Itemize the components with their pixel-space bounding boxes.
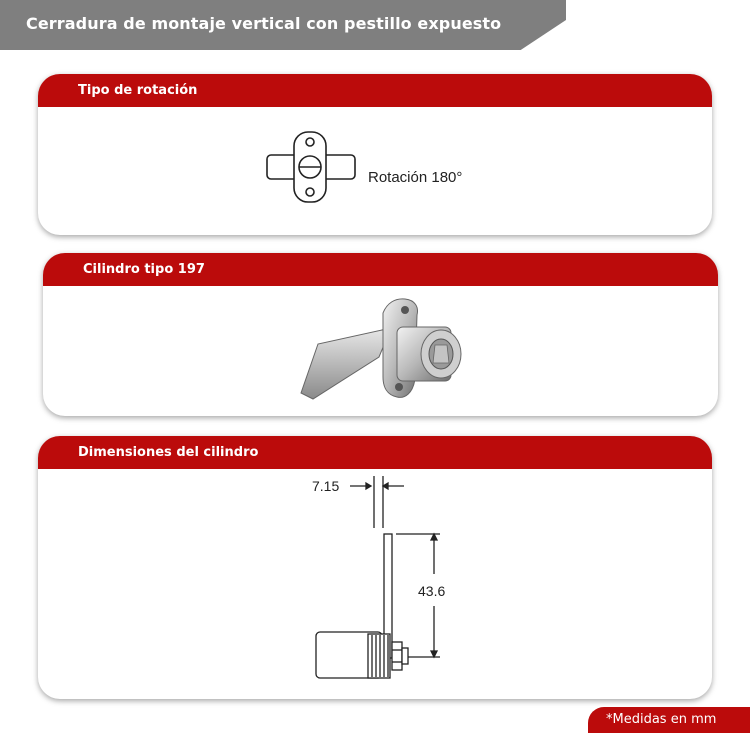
dimension-width-label: 7.15	[312, 478, 340, 494]
rotation-type-heading: Tipo de rotación	[78, 83, 198, 98]
cylinder-dimensions-heading: Dimensiones del cilindro	[78, 445, 259, 460]
units-footnote-badge	[588, 707, 750, 733]
dimensions-diagram	[38, 436, 712, 699]
units-footnote: *Medidas en mm	[606, 712, 717, 727]
cylinder-type-card	[43, 253, 718, 416]
rotation-diagram	[38, 74, 712, 235]
cylinder-type-heading: Cilindro tipo 197	[83, 262, 205, 277]
cylinder-photo	[43, 253, 718, 416]
rotation-type-card	[38, 74, 712, 235]
page-title: Cerradura de montaje vertical con pestillo expuesto	[26, 14, 502, 33]
dimension-height-label: 43.6	[418, 583, 446, 599]
cylinder-dimensions-card	[38, 436, 712, 699]
rotation-label: Rotación 180°	[368, 169, 463, 186]
